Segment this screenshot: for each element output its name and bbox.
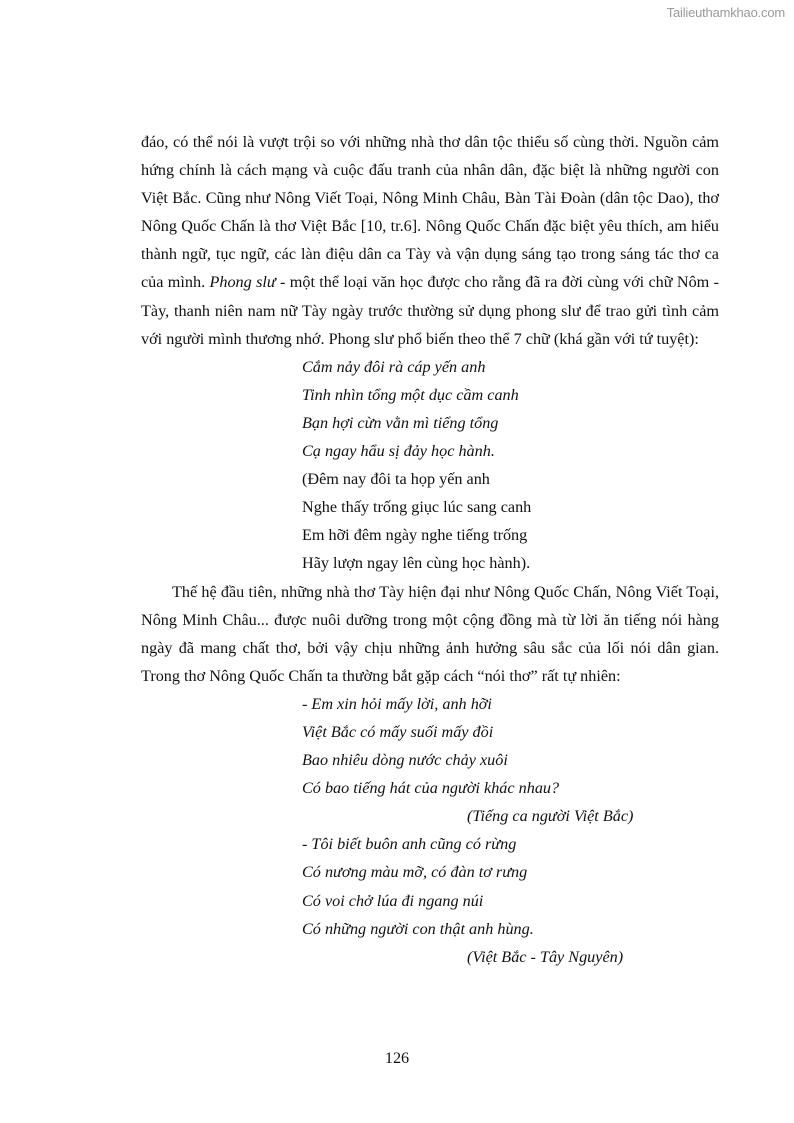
page-number: 126: [384, 1049, 410, 1067]
poem-line: Cạ ngay hẩu sị đảy học hành.: [302, 442, 495, 461]
poem-line: Việt Bắc có mấy suối mấy đồi: [302, 722, 494, 741]
watermark: Tailieuthamkhao.com: [666, 5, 785, 20]
poem-3: [302, 830, 719, 970]
poem-line: Có bao tiếng hát của người khác nhau?: [302, 779, 560, 798]
poem-attribution: (Tiếng ca người Việt Bắc): [467, 807, 634, 826]
poem-line: (Đêm nay đôi ta họp yến anh: [302, 470, 490, 489]
poem-2: [302, 690, 719, 830]
poem-line: Bao nhiêu dòng nước chảy xuôi: [302, 751, 508, 770]
poem-line: Nghe thấy trống giục lúc sang canh: [302, 498, 532, 517]
poem-line: Cắm nảy đôi rà cáp yến anh: [302, 357, 486, 376]
italic-term: Phong slư: [209, 273, 276, 292]
paragraph-1-text-a: đáo, có thể nói là vượt trội so với những nhà thơ dân tộc thiểu số cùng thời. Nguồn cảm hứng chính là cách mạng và cuộc đấu tranh của nhân dân, đặc biệt là những người con Việt Bắc. Cũng như Nông Viết Toại, Nông Minh Châu, Bàn Tài Đoàn (dân tộc Dao), thơ Nông Quốc Chấn là thơ Việt Bắc [10, tr.6]. Nông Quốc Chấn đặc biệt yêu thích, am hiểu thành ngữ, tục ngữ, các làn điệu dân ca Tày và vận dụng sáng tạo trong sáng tác thơ ca của mình.: [141, 133, 719, 292]
poem-line: Có voi chở lúa đi ngang núi: [302, 891, 484, 910]
poem-1-original: [302, 353, 719, 465]
poem-line: Hãy lượn ngay lên cùng học hành).: [302, 554, 531, 573]
page-body: [141, 128, 719, 971]
poem-attribution: (Việt Bắc - Tây Nguyên): [467, 947, 624, 966]
poem-line: - Em xin hỏi mấy lời, anh hỡi: [302, 694, 492, 713]
paragraph-1-text-b: - một thể loại văn học được cho rằng đã ra đời cùng với chữ Nôm - Tày, thanh niên nam nữ Tày ngày trước thường sử dụng phong slư để trao gửi tình cảm với người mình thương nhớ. Phong slư phổ biến theo thể 7 chữ (khá gần với tứ tuyệt):: [141, 273, 719, 348]
poem-line: Em hỡi đêm ngày nghe tiếng trống: [302, 526, 528, 545]
paragraph-2: Thế hệ đầu tiên, những nhà thơ Tày hiện đại như Nông Quốc Chấn, Nông Viết Toại, Nông Minh Châu... được nuôi dưỡng trong một cộng đồng mà từ lời ăn tiếng nói hàng ngày đã mang chất thơ, bởi vậy chịu những ảnh hưởng sâu sắc của lối nói dân gian. Trong thơ Nông Quốc Chấn ta thường bắt gặp cách “nói thơ” rất tự nhiên:: [141, 582, 719, 685]
poem-line: Có nương màu mỡ, có đàn tơ rưng: [302, 863, 528, 882]
poem-1-translation: [302, 465, 719, 577]
poem-line: Có những người con thật anh hùng.: [302, 919, 534, 938]
poem-line: - Tôi biết buôn anh cũng có rừng: [302, 835, 517, 854]
poem-line: Tinh nhìn tổng một dục cầm canh: [302, 385, 519, 404]
poem-line: Bạn hợi cừn vằn mì tiểng tổng: [302, 413, 499, 432]
paragraph-1: [141, 128, 719, 353]
